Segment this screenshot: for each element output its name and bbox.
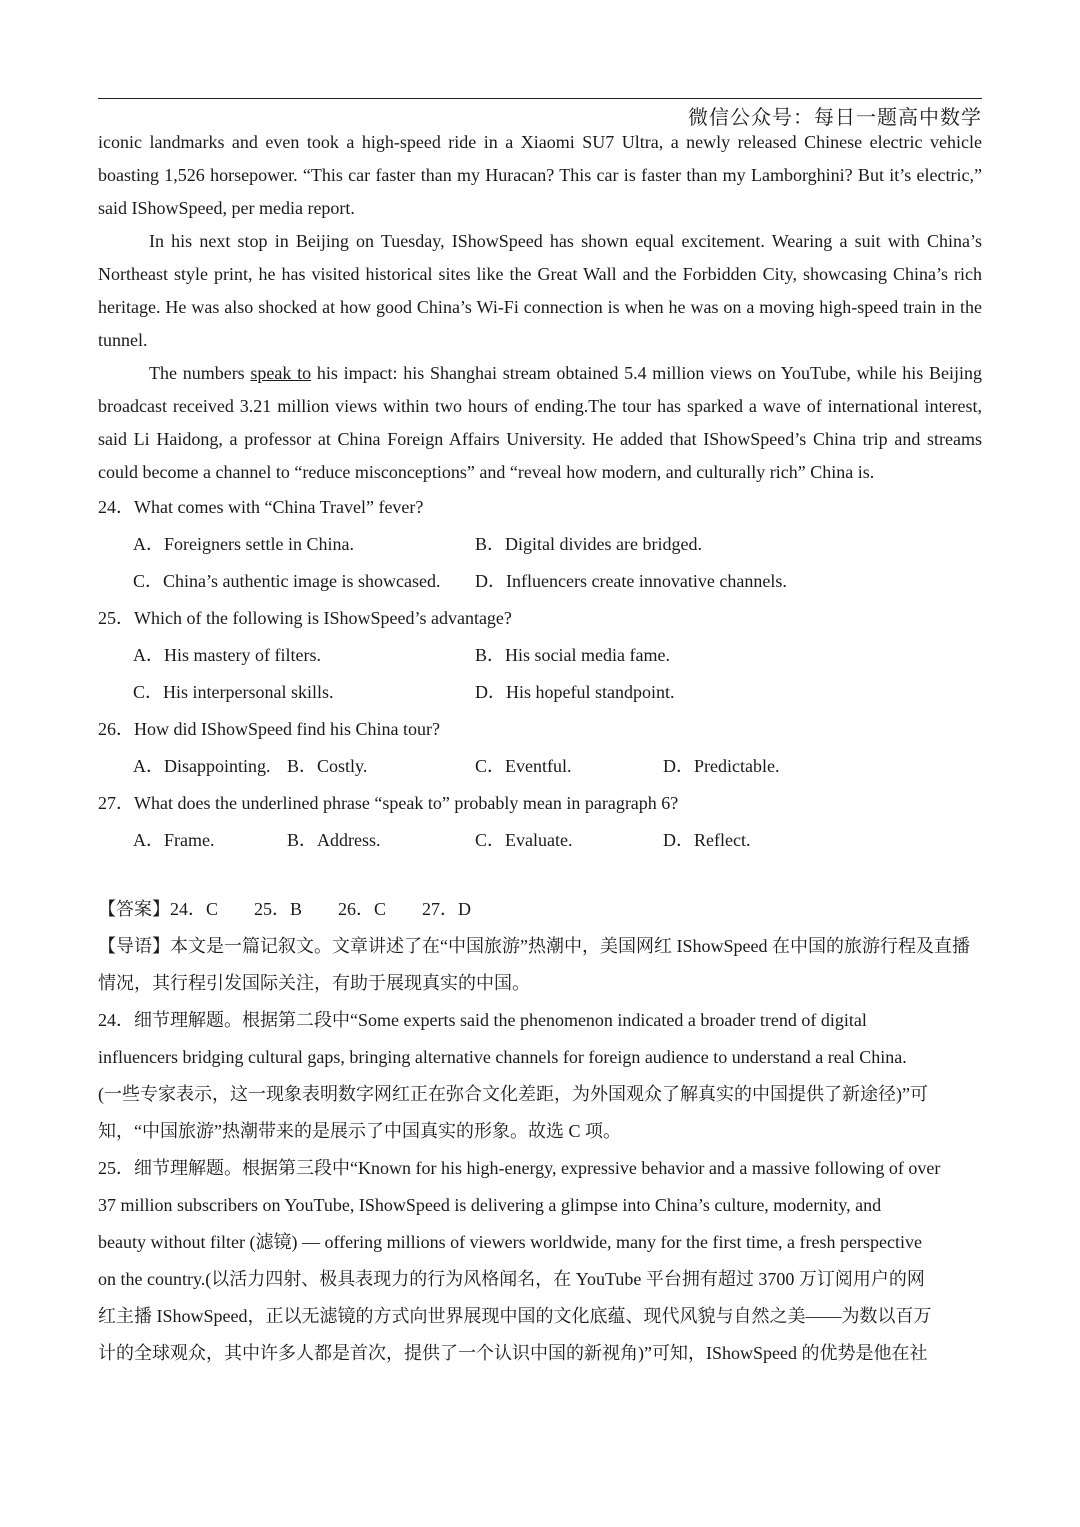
question-25-options-row-1 <box>98 637 982 674</box>
explanation-25-line-6: 计的全球观众，其中许多人都是首次，提供了一个认识中国的新视角)”可知，IShowSpeed 的优势是他在社 <box>98 1343 928 1363</box>
explanation-24-line-4: 知，“中国旅游”热潮带来的是展示了中国真实的形象。故选 C 项。 <box>98 1121 621 1141</box>
explanation-25-line-3: beauty without filter (滤镜) — offering millions of viewers worldwide, many for the first time, a fresh perspective <box>98 1232 922 1252</box>
question-24-option-c: C．China’s authentic image is showcased. <box>133 571 441 591</box>
passage-paragraph-1: iconic landmarks and even took a high-speed ride in a Xiaomi SU7 Ultra, a newly released Chinese electric vehicle boasting 1,526 horsepower. “This car faster than my Huracan? This car is faster than my Lamborghini? But it’s electric,” said IShowSpeed, per media report. <box>98 132 982 218</box>
question-24-options-row-1 <box>98 526 982 563</box>
underlined-phrase: speak to <box>250 363 312 383</box>
header-rule <box>98 98 982 99</box>
answer-26: 26．C <box>338 899 387 919</box>
header-label: 微信公众号：每日一题高中数学 <box>688 105 982 129</box>
question-25-option-d: D．His hopeful standpoint. <box>475 682 675 702</box>
guide-text: 本文是一篇记叙文。文章讲述了在“中国旅游”热潮中，美国网红 IShowSpeed 在中国的旅游行程及直播情况，其行程引发国际关注，有助于展现真实的中国。 <box>98 936 970 993</box>
section-gap <box>98 859 982 891</box>
question-27-options-row <box>98 822 982 859</box>
answer-tag: 【答案】 <box>98 899 170 920</box>
question-26-option-b: B．Costly. <box>287 756 368 776</box>
guide-tag: 【导语】 <box>98 936 170 957</box>
question-26-option-d: D．Predictable. <box>663 756 780 776</box>
explanation-24-line-3: (一些专家表示，这一现象表明数字网红正在弥合文化差距，为外国观众了解真实的中国提供了新途径)”可 <box>98 1084 928 1104</box>
paragraph-3-start: The numbers <box>149 363 251 383</box>
paragraph-3-rest: his impact: his Shanghai stream obtained 5.4 million views on YouTube, while his Beijing broadcast received 3.21 million views within two hours of ending.The tour has sparked a wave of international interest, said Li Haidong, a professor at China Foreign Affairs University. He added that IShowSpeed’s China trip and streams could become a channel to “reduce misconceptions” and “reveal how modern, and culturally rich” China is. <box>98 363 982 482</box>
question-25-option-b: B．His social media fame. <box>475 645 670 665</box>
question-25-stem: 25．Which of the following is IShowSpeed’s advantage? <box>98 608 512 628</box>
question-24-stem: 24．What comes with “China Travel” fever? <box>98 497 424 517</box>
question-27-option-a: A．Frame. <box>133 830 215 850</box>
explanation-25-line-4: on the country.(以活力四射、极具表现力的行为风格闻名，在 YouTube 平台拥有超过 3700 万订阅用户的网 <box>98 1269 925 1289</box>
question-25-options-row-2 <box>98 674 982 711</box>
explanation-25-line-5: 红主播 IShowSpeed，正以无滤镜的方式向世界展现中国的文化底蕴、现代风貌与自然之美——为数以百万 <box>98 1306 932 1326</box>
document-body <box>98 126 982 1372</box>
question-27-option-c: C．Evaluate. <box>475 830 573 850</box>
answer-25: 25．B <box>254 899 303 919</box>
question-24-option-b: B．Digital divides are bridged. <box>475 534 702 554</box>
question-26-option-a: A．Disappointing. <box>133 756 271 776</box>
question-25-option-a: A．His mastery of filters. <box>133 645 321 665</box>
passage-paragraph-2: In his next stop in Beijing on Tuesday, IShowSpeed has shown equal excitement. Wearing a suit with China’s Northeast style print, he has visited historical sites like the Great Wall and the Forbidden City, showcasing China’s rich heritage. He was also shocked at how good China’s Wi-Fi connection is when he was on a moving high-speed train in the tunnel. <box>98 231 982 350</box>
passage-paragraph-3 <box>98 357 982 489</box>
question-24-option-d: D．Influencers create innovative channels. <box>475 571 787 591</box>
question-26-option-c: C．Eventful. <box>475 756 572 776</box>
explanation-24-line-2: influencers bridging cultural gaps, bringing alternative channels for foreign audience to understand a real China. <box>98 1047 907 1067</box>
question-24-option-a: A．Foreigners settle in China. <box>133 534 354 554</box>
answer-24: 24．C <box>170 899 219 919</box>
answer-27: 27．D <box>422 899 472 919</box>
answer-key <box>98 891 982 928</box>
explanation-24-line-1: 24．细节理解题。根据第二段中“Some experts said the phenomenon indicated a broader trend of digital <box>98 1010 867 1030</box>
question-24-options-row-2 <box>98 563 982 600</box>
question-26-options-row <box>98 748 982 785</box>
guide-paragraph <box>98 928 982 1002</box>
question-27-option-d: D．Reflect. <box>663 830 751 850</box>
question-26-stem: 26．How did IShowSpeed find his China tour? <box>98 719 440 739</box>
question-27-option-b: B．Address. <box>287 830 381 850</box>
explanation-25-line-1: 25．细节理解题。根据第三段中“Known for his high-energy, expressive behavior and a massive following of over <box>98 1158 941 1178</box>
explanation-25-line-2: 37 million subscribers on YouTube, IShowSpeed is delivering a glimpse into China’s culture, modernity, and <box>98 1195 882 1215</box>
question-25-option-c: C．His interpersonal skills. <box>133 682 334 702</box>
question-27-stem: 27．What does the underlined phrase “speak to” probably mean in paragraph 6? <box>98 793 679 813</box>
